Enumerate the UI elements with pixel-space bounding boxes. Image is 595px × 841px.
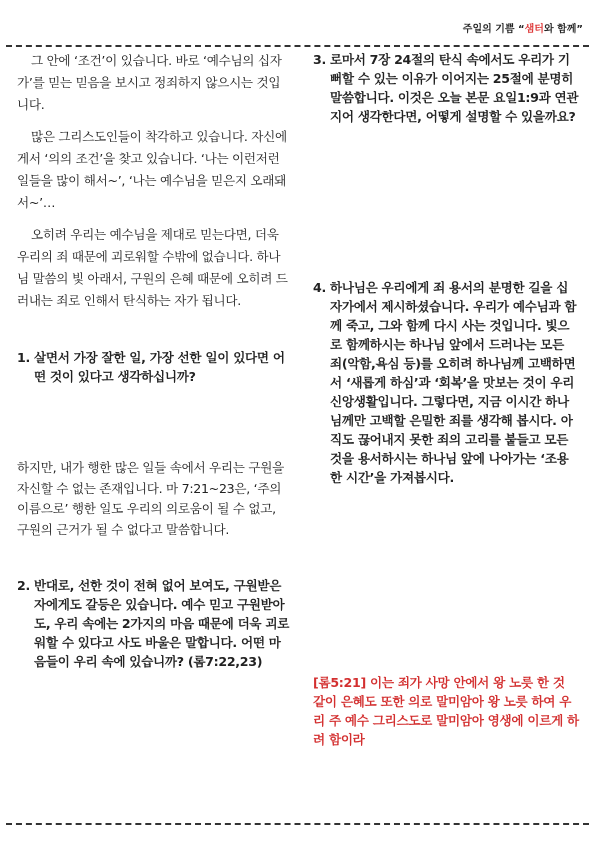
top-dashed-divider	[6, 45, 589, 47]
page-header	[463, 20, 583, 35]
verse-reference: [롬5:21]	[313, 675, 366, 690]
question-3	[313, 50, 579, 126]
scripture-verse	[313, 673, 579, 749]
left-column	[17, 50, 291, 671]
body-paragraph-1: 그 안에 ‘조건’이 있습니다. 바로 ‘예수님의 십자가’를 믿는 믿음을 보시고 정죄하지 않으시는 것입니다.	[17, 53, 282, 112]
question-4	[313, 278, 579, 487]
verse-text: 이는 죄가 사망 안에서 왕 노릇 한 것 같이 은혜도 또한 의로 말미암아 왕 노릇 하여 우리 주 예수 그리스도로 말미암아 영생에 이르게 하려 함이라	[313, 675, 579, 747]
header-suffix: 와 함께”	[543, 24, 583, 35]
header-prefix: 주일의 기쁨 “	[462, 24, 525, 35]
question-1	[17, 348, 291, 386]
middle-paragraph: 하지만, 내가 행한 많은 일들 속에서 우리는 구원을 자신할 수 없는 존재입니다. 마 7:21~23은, ‘주의 이름으로’ 행한 일도 우리의 의로움이 될 수 없고, 구원의 근거가 될 수 없다고 말씀합니다.	[17, 460, 284, 537]
bottom-dashed-divider	[6, 823, 589, 825]
question-2-text: 반대로, 선한 것이 전혀 없어 보여도, 구원받은 자에게도 갈등은 있습니다. 예수 믿고 구원받아도, 우리 속에는 2가지의 마음 때문에 더욱 괴로워할 수 있다고 사도 바울은 말합니다. 어떤 마음들이 우리 속에 있습니까? (롬7:22,23)	[34, 578, 290, 669]
header-highlight: 샘터	[524, 24, 544, 35]
question-2-number: 2.	[17, 578, 30, 593]
question-4-number: 4.	[313, 280, 326, 295]
body-paragraph-2: 많은 그리스도인들이 착각하고 있습니다. 자신에게서 ‘의의 조건’을 찾고 있습니다. ‘나는 이런저런 일들을 많이 해서~’, ‘나는 예수님을 믿은지 오래돼서~’…	[17, 129, 287, 210]
question-3-number: 3.	[313, 52, 326, 67]
question-1-text: 살면서 가장 잘한 일, 가장 선한 일이 있다면 어떤 것이 있다고 생각하십니까?	[34, 350, 285, 384]
right-column	[313, 50, 579, 749]
question-2	[17, 576, 291, 671]
question-3-text: 로마서 7장 24절의 탄식 속에서도 우리가 기뻐할 수 있는 이유가 이어지는 25절에 분명히 말씀합니다. 이것은 오늘 본문 요일1:9과 연관지어 생각한다면, 어떻게 설명할 수 있을까요?	[330, 52, 579, 124]
question-4-text: 하나님은 우리에게 죄 용서의 분명한 길을 십자가에서 제시하셨습니다. 우리가 예수님과 함께 죽고, 그와 함께 다시 사는 것입니다. 빛으로 함께하시는 하나님 앞에서 드러나는 모든 죄(악함,욕심 등)를 오히려 하나님께 고백하면서 ‘새롭게 하심’과 ‘회복’을 맛보는 것이 우리 신앙생활입니다. 그렇다면, 지금 이시간 하나님께만 고백할 은밀한 죄를 생각해 봅시다. 아직도 끊어내지 못한 죄의 고리를 붙들고 모든 것을 용서하시는 하나님 앞에 나아가는 ‘조용한 시간’을 가져봅시다.	[330, 280, 577, 485]
body-paragraph-3: 오히려 우리는 예수님을 제대로 믿는다면, 더욱 우리의 죄 때문에 괴로워할 수밖에 없습니다. 하나님 말씀의 빛 아래서, 구원의 은혜 때문에 오히려 드러내는 죄로 인해서 탄식하는 자가 됩니다.	[17, 227, 288, 308]
question-1-number: 1.	[17, 350, 30, 365]
